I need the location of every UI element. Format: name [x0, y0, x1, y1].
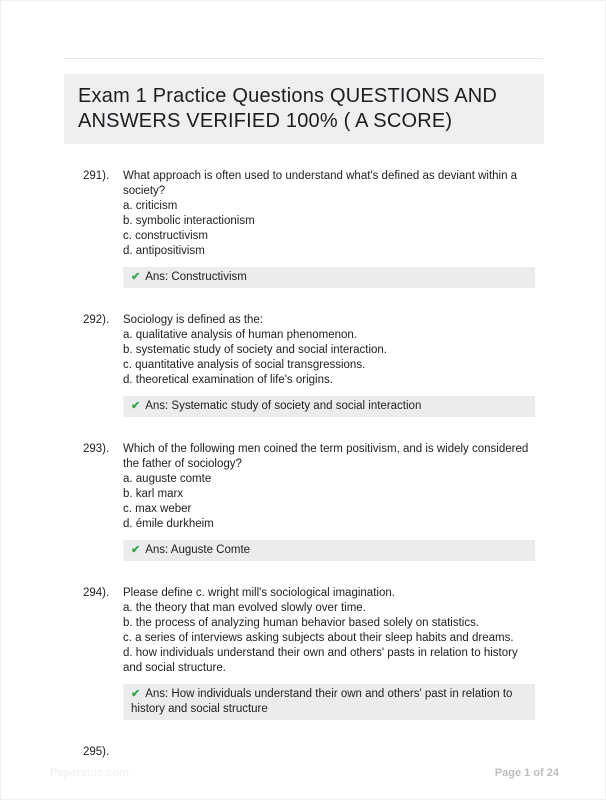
question-option: a. the theory that man evolved slowly over time. — [123, 602, 366, 614]
question-body — [123, 745, 535, 760]
question-number: 292). — [83, 314, 110, 326]
question-option: a. criticism — [123, 200, 178, 212]
answer-text: Ans: Systematic study of society and social interaction — [145, 400, 422, 412]
question-number: 293). — [83, 443, 110, 455]
question-option: b. the process of analyzing human behavior based solely on statistics. — [123, 617, 480, 629]
answer-text: Ans: Auguste Comte — [145, 544, 251, 556]
check-icon: ✔ — [131, 688, 141, 700]
question-item — [83, 169, 606, 288]
question-item — [83, 313, 606, 417]
question-option: c. a series of interviews asking subjects about their sleep habits and dreams. — [123, 632, 514, 644]
question-option: d. émile durkheim — [123, 518, 214, 530]
question-option: b. symbolic interactionism — [123, 215, 255, 227]
question-options — [123, 472, 535, 532]
check-icon: ✔ — [131, 271, 141, 283]
question-option: d. how individuals understand their own and others' pasts in relation to history and social structure. — [123, 647, 518, 674]
question-option: d. antipositivism — [123, 245, 205, 257]
question-option: b. karl marx — [123, 488, 184, 500]
question-option: d. theoretical examination of life's origins. — [123, 374, 333, 386]
question-options — [123, 328, 535, 388]
question-item — [83, 586, 606, 720]
question-text: Please define c. wright mill's sociological imagination. — [123, 587, 395, 599]
page-title: Exam 1 Practice Questions QUESTIONS AND ANSWERS VERIFIED 100% ( A SCORE) — [64, 74, 544, 144]
question-options — [123, 601, 535, 676]
question-number: 291). — [83, 170, 110, 182]
question-body — [123, 169, 535, 288]
answer-text: Ans: How individuals understand their own and others' past in relation to history and social structure — [131, 688, 513, 715]
question-option: a. auguste comte — [123, 473, 212, 485]
question-text: Sociology is defined as the: — [123, 314, 264, 326]
question-item — [83, 745, 606, 760]
page-number: Page 1 of 24 — [494, 767, 559, 779]
question-text: Which of the following men coined the term positivism, and is widely considered the father of sociology? — [123, 443, 529, 470]
question-text: What approach is often used to understand what's defined as deviant within a society? — [123, 170, 518, 197]
question-options — [123, 199, 535, 259]
question-list — [1, 169, 606, 785]
question-option: c. quantitative analysis of social transgressions. — [123, 359, 366, 371]
question-number: 294). — [83, 587, 110, 599]
header-divider — [64, 58, 543, 59]
answer-box — [123, 267, 535, 288]
question-body — [123, 442, 535, 561]
answer-box — [123, 396, 535, 417]
question-body — [123, 313, 535, 417]
question-option: c. max weber — [123, 503, 192, 515]
question-option: c. constructivism — [123, 230, 208, 242]
question-option: a. qualitative analysis of human phenomenon. — [123, 329, 357, 341]
question-item — [83, 442, 606, 561]
answer-box — [123, 540, 535, 561]
answer-text: Ans: Constructivism — [145, 271, 247, 283]
question-body — [123, 586, 535, 720]
answer-box — [123, 684, 535, 720]
question-option: b. systematic study of society and social interaction. — [123, 344, 387, 356]
check-icon: ✔ — [131, 400, 141, 412]
watermark: Paperstoc.com — [50, 767, 129, 779]
check-icon: ✔ — [131, 544, 141, 556]
question-number: 295). — [83, 746, 110, 758]
